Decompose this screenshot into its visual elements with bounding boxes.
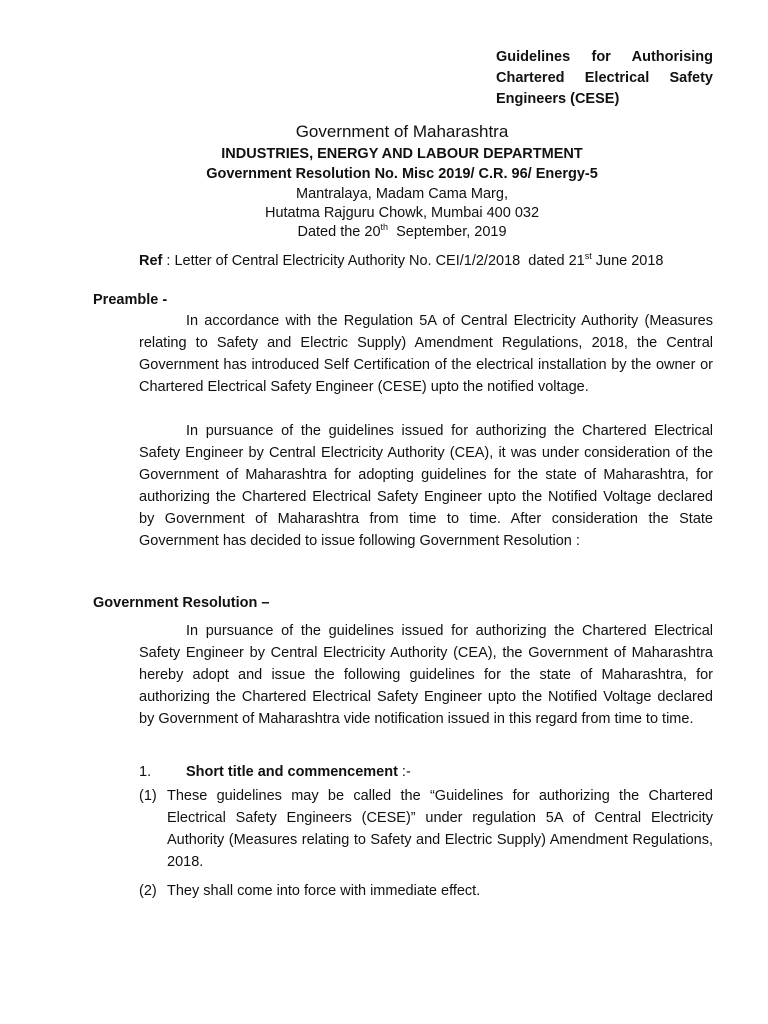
resolution-number: Government Resolution No. Misc 2019/ C.R. 96/ Energy-5 [206,166,598,182]
section-title: Short title and commencement [186,764,398,780]
clause-1 [139,785,713,873]
section-title-suffix: :- [397,764,411,780]
date-superscript: th [380,222,389,233]
document-subject: Guidelines for Authorising Chartered Electrical Safety Engineers (CESE) [496,49,713,107]
department-name: INDUSTRIES, ENERGY AND LABOUR DEPARTMENT [221,146,583,162]
reference-label: Ref [139,253,163,269]
preamble-paragraph-1 [139,310,713,398]
resolution-paragraph-text: In pursuance of the guidelines issued for authorizing the Chartered Electrical Safety Engineer by Central Electricity Authority (CEA), the Government of Maharashtra hereby adopt and issue the following guidelines for the state of Maharashtra, for authorizing the Chartered Electrical Safety Engineer upto the Notified Voltage declared by Government of Maharashtra vide notification issued in this regard from time to time. [139,623,713,727]
address-line-2: Hutatma Rajguru Chowk, Mumbai 400 032 [264,205,540,221]
date-prefix: Dated the 20 [297,224,381,240]
reference-line [139,253,664,269]
clause-text: They shall come into force with immediate effect. [167,883,481,899]
preamble-paragraph-2 [139,420,713,552]
section-1-heading [139,764,411,780]
resolution-heading: Government Resolution – [93,595,270,611]
clause-text: These guidelines may be called the “Guidelines for authorizing the Chartered Electrical Safety Engineers (CESE)” under regulation 5A of Central Electricity Authority (Measures relating to Safety and Electric Supply) Amendment Regulations, 2018. [167,788,713,870]
preamble-paragraph-2-text: In pursuance of the guidelines issued for authorizing the Chartered Electrical Safety Engineer by Central Electricity Authority (CEA), it was under consideration of the Government of Maharashtra for adopting guidelines for the state of Maharashtra, for authorizing the Chartered Electrical Safety Engineer upto the Notified Voltage declared by Government of Maharashtra from time to time. After consideration the State Government has decided to issue following Government Resolution : [139,423,713,549]
section-number: 1. [139,764,152,780]
date-line [0,224,768,240]
clause-2 [139,880,713,902]
reference-suffix: June 2018 [591,253,664,269]
preamble-paragraph-1-text: In accordance with the Regulation 5A of Central Electricity Authority (Measures relating to Safety and Electric Supply) Amendment Regulations, 2018, the Central Government has introduced Self Certification of the electrical installation by the owner or Chartered Electrical Safety Engineer (CESE) upto the notified voltage. [139,313,713,395]
address-line-1: Mantralaya, Madam Cama Marg, [296,186,508,202]
reference-text: : Letter of Central Electricity Authority No. CEI/1/2/2018 dated 21 [162,253,585,269]
government-title: Government of Maharashtra [295,122,509,141]
preamble-heading: Preamble - [93,292,168,308]
clause-number: (1) [139,788,157,804]
resolution-paragraph [139,620,713,730]
reference-superscript: st [584,251,592,262]
clause-number: (2) [139,883,157,899]
date-suffix: September, 2019 [388,224,507,240]
